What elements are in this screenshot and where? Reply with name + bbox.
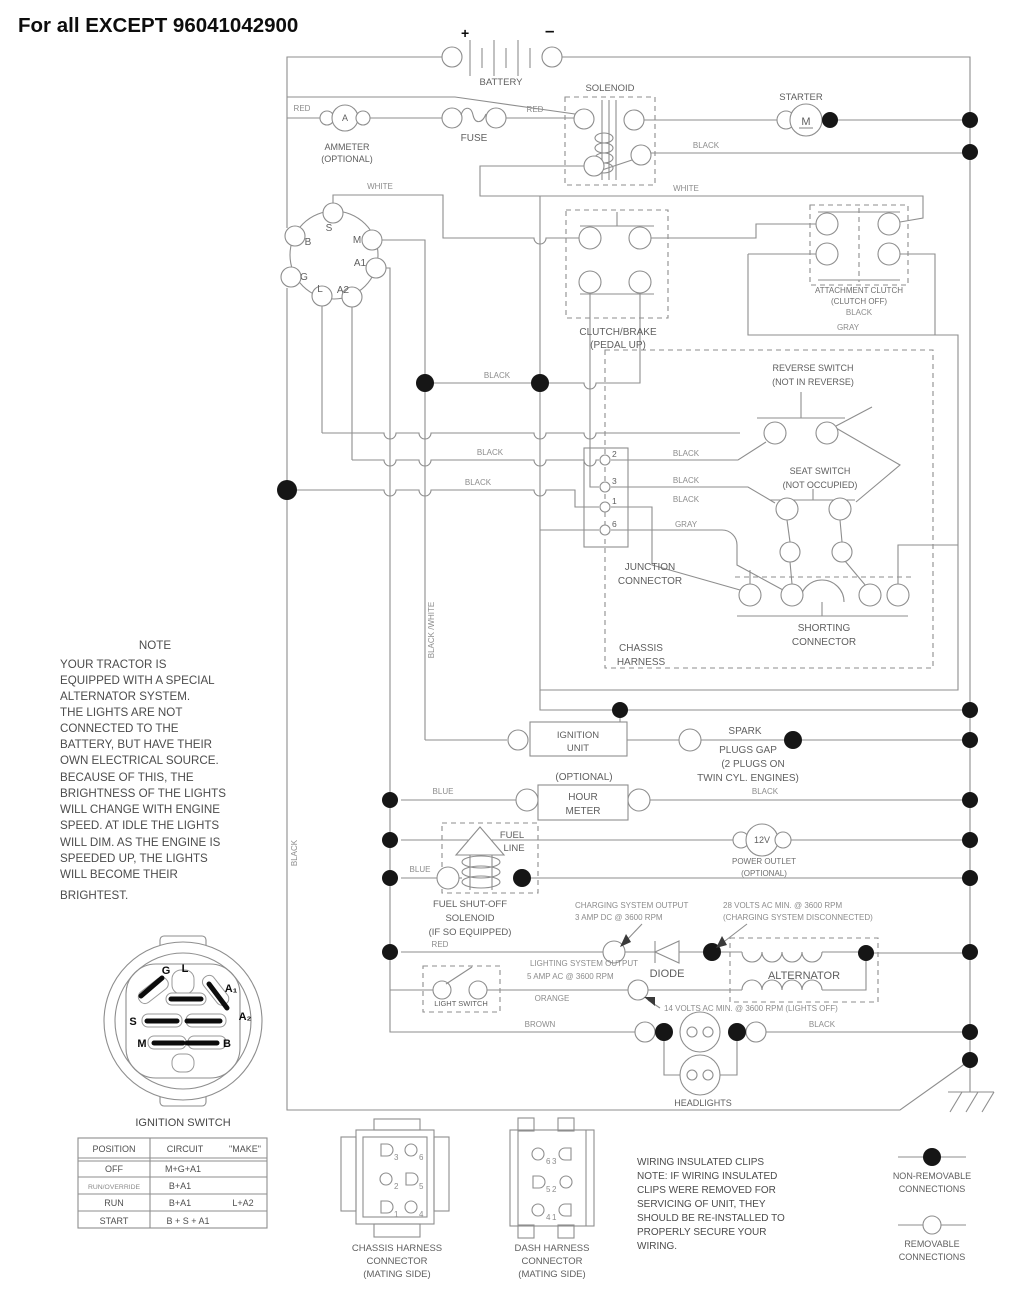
- fuse-label: FUSE: [460, 133, 488, 144]
- seat-switch-sub: (NOT OCCUPIED): [782, 480, 858, 490]
- attachment-clutch-contact: [816, 213, 838, 235]
- table-cell: L+A2: [232, 1198, 254, 1208]
- attachment-clutch-sub: (CLUTCH OFF): [831, 297, 887, 306]
- chassis-pin-label: 4: [419, 1210, 424, 1219]
- chassis-connector-body: [341, 1119, 449, 1237]
- seat-switch-contact: [829, 498, 851, 520]
- wire-label-red: RED: [431, 940, 449, 949]
- charging-output-label1: CHARGING SYSTEM OUTPUT: [575, 901, 689, 910]
- reverse-switch-contact: [764, 422, 786, 444]
- note-line: SPEEDED UP, THE LIGHTS: [60, 852, 208, 865]
- wire-label-white: WHITE: [673, 184, 699, 193]
- ignition-terminal-a1: [366, 258, 386, 278]
- spark-plugs-line4: TWIN CYL. ENGINES): [697, 773, 799, 784]
- chassis-pin-label: 1: [394, 1210, 399, 1219]
- dash-pin-label: 1: [552, 1213, 557, 1222]
- headlight-filament: [703, 1027, 713, 1037]
- headlight-filament: [687, 1027, 697, 1037]
- ignition-label-g: G: [300, 272, 308, 283]
- light-switch-arm: [446, 967, 472, 984]
- wire-label-brown: BROWN: [524, 1020, 556, 1029]
- non-removable-dot-icon: [923, 1148, 941, 1166]
- wire-label-red: RED: [526, 105, 544, 114]
- ignition-terminal-s: [323, 203, 343, 223]
- note-line: WILL CHANGE WITH ENGINE: [60, 803, 220, 816]
- chassis-pin-label: 2: [394, 1182, 399, 1191]
- clips-line: NOTE: IF WIRING INSULATED: [637, 1171, 778, 1182]
- clips-line: WIRING.: [637, 1241, 677, 1252]
- battery-plus: +: [461, 25, 470, 41]
- ignition-label-a1: A1: [353, 258, 367, 269]
- table-cell: RUN: [104, 1198, 124, 1208]
- ignition-unit-sub: UNIT: [566, 743, 590, 754]
- shorting-connector-sub: CONNECTOR: [791, 637, 857, 648]
- headlights-label: HEADLIGHTS: [674, 1098, 732, 1108]
- attachment-clutch-label: ATTACHMENT CLUTCH: [815, 286, 903, 295]
- lighting-output-label1: LIGHTING SYSTEM OUTPUT: [530, 959, 639, 968]
- labels: [290, 21, 903, 1108]
- hour-meter-label1: HOUR: [568, 792, 598, 803]
- ignition-label-s: S: [325, 223, 333, 234]
- note-line: YOUR TRACTOR IS: [60, 658, 167, 671]
- table-header-circuit: CIRCUIT: [166, 1144, 204, 1154]
- fuel-solenoid-terminal: [437, 867, 459, 889]
- wire-label-black: BLACK: [751, 787, 779, 796]
- legend-nonremovable-1: NON-REMOVABLE: [892, 1171, 972, 1181]
- clutch-brake-sub: (PEDAL UP): [590, 340, 646, 351]
- note-block: [60, 639, 226, 902]
- chassis-connector-label3: (MATING SIDE): [363, 1269, 431, 1280]
- wire-label-black-white: BLACK /WHITE: [427, 601, 436, 659]
- ignition-label-a2: A2: [336, 285, 350, 296]
- volts28-label1: 28 VOLTS AC MIN. @ 3600 RPM: [723, 901, 843, 910]
- chassis-connector-label2: CONNECTOR: [366, 1256, 428, 1267]
- junction-pin-label-2: 2: [612, 449, 617, 459]
- battery-terminal-pos: [442, 47, 462, 67]
- table-header-position: POSITION: [92, 1144, 136, 1154]
- shorting-contact: [781, 584, 803, 606]
- ignition-terminal-m: [362, 230, 382, 250]
- battery-terminal-neg: [542, 47, 562, 67]
- switch-label-m: M: [137, 1038, 147, 1050]
- fuel-solenoid-arrow: [456, 827, 504, 855]
- dash-connector-label1: DASH HARNESS: [514, 1243, 590, 1254]
- chassis-connector-label1: CHASSIS HARNESS: [351, 1243, 443, 1254]
- ignition-label-l: L: [317, 284, 323, 295]
- junction-pin-2: [600, 455, 610, 465]
- shorting-contact: [739, 584, 761, 606]
- shorting-contact: [887, 584, 909, 606]
- chassis-connector-pins: [380, 1144, 418, 1213]
- note-line: THE LIGHTS ARE NOT: [60, 706, 183, 719]
- note-line: BRIGHTNESS OF THE LIGHTS: [60, 787, 226, 800]
- switch-label-b: B: [223, 1038, 231, 1050]
- light-switch-label: LIGHT SWITCH: [434, 999, 488, 1008]
- hour-meter-terminal: [516, 789, 538, 811]
- solenoid-terminal: [624, 110, 644, 130]
- solenoid-terminal: [631, 145, 651, 165]
- chassis-pin-label: 3: [394, 1153, 399, 1162]
- wire-label-gray: GRAY: [836, 323, 860, 332]
- table-cell: OFF: [105, 1164, 123, 1174]
- power-outlet-symbol: 12V: [753, 835, 771, 845]
- legend-nonremovable-2: CONNECTIONS: [898, 1184, 966, 1194]
- dash-pin-label: 4: [546, 1213, 551, 1222]
- solenoid-terminal: [584, 156, 604, 176]
- ammeter-terminal: [356, 111, 370, 125]
- fuse-terminal: [486, 108, 506, 128]
- spark-plugs-line1: SPARK: [728, 726, 762, 737]
- clutch-brake-contact: [579, 227, 601, 249]
- seat-switch-lower-contact: [832, 542, 852, 562]
- wire-label-black: BLACK: [672, 449, 700, 458]
- note-line: ALTERNATOR SYSTEM.: [60, 690, 191, 703]
- note-line: CONNECTED TO THE: [60, 722, 179, 735]
- table-cell: B + S + A1: [166, 1216, 210, 1226]
- junction-pin-label-6: 6: [612, 519, 617, 529]
- ignition-terminal-b: [285, 226, 305, 246]
- seat-switch-contact: [776, 498, 798, 520]
- clips-note: [637, 1157, 785, 1252]
- wire-label-blue: BLUE: [409, 865, 431, 874]
- alternator-label: ALTERNATOR: [767, 970, 841, 982]
- shorting-contact: [859, 584, 881, 606]
- headlight-filament: [703, 1070, 713, 1080]
- hour-meter-optional: (OPTIONAL): [555, 772, 613, 783]
- dashed-boxes: [423, 97, 933, 1012]
- solenoid-terminal: [574, 109, 594, 129]
- wire-label-black: BLACK: [672, 476, 700, 485]
- reverse-switch-sub: (NOT IN REVERSE): [772, 377, 854, 387]
- clutch-brake-contact: [579, 271, 601, 293]
- attachment-clutch-contact: [878, 213, 900, 235]
- clips-line: SERVICING OF UNIT, THEY: [637, 1199, 766, 1210]
- headlight-terminal: [635, 1022, 655, 1042]
- table-header-make: "MAKE": [229, 1144, 261, 1154]
- note-line: BATTERY, BUT HAVE THEIR: [60, 738, 213, 751]
- dash-connector-label3: (MATING SIDE): [518, 1269, 586, 1280]
- volts28-label2: (CHARGING SYSTEM DISCONNECTED): [723, 913, 873, 922]
- diode-label: DIODE: [649, 968, 685, 980]
- note-line: WILL DIM. AS THE ENGINE IS: [60, 836, 221, 849]
- headlight-filament: [687, 1070, 697, 1080]
- dash-harness-connector: [510, 1118, 594, 1280]
- note-line: BRIGHTEST.: [60, 889, 129, 902]
- ignition-switch-diagram: [104, 936, 262, 1129]
- fuel-line-label2: LINE: [503, 843, 525, 854]
- fuel-solenoid-label2: SOLENOID: [445, 913, 495, 924]
- legend-removable-1: REMOVABLE: [904, 1239, 960, 1249]
- light-switch-contact: [433, 981, 451, 999]
- wire-label-blue: BLUE: [432, 787, 454, 796]
- hour-meter-label2: METER: [565, 806, 601, 817]
- spark-plugs-line3: (2 PLUGS ON: [721, 759, 785, 770]
- wire-label-orange: ORANGE: [534, 994, 570, 1003]
- chassis-pin-label: 6: [419, 1153, 424, 1162]
- ignition-label-b: B: [304, 237, 312, 248]
- junction-pin-1: [600, 502, 610, 512]
- note-line: WILL BECOME THEIR: [60, 868, 178, 881]
- fuse-terminal: [442, 108, 462, 128]
- diode-symbol: [655, 941, 679, 963]
- chassis-harness-label: CHASSIS: [619, 643, 663, 654]
- clutch-brake-label: CLUTCH/BRAKE: [579, 327, 657, 338]
- wire-label-black: BLACK: [476, 448, 504, 457]
- table-cell: START: [99, 1216, 129, 1226]
- table-cell: B+A1: [168, 1181, 192, 1191]
- switch-label-g: G: [161, 965, 171, 977]
- switch-label-s: S: [129, 1016, 137, 1028]
- clips-line: PROPERLY SECURE YOUR: [637, 1227, 767, 1238]
- note-line: BECAUSE OF THIS, THE: [60, 771, 194, 784]
- clips-line: SHOULD BE RE-INSTALLED TO: [637, 1213, 785, 1224]
- note-line: EQUIPPED WITH A SPECIAL: [60, 674, 215, 687]
- clutch-brake-contact: [629, 271, 651, 293]
- wire-label-black: BLACK: [672, 495, 700, 504]
- seat-switch-label: SEAT SWITCH: [789, 466, 851, 476]
- wire-label-black: BLACK: [692, 141, 720, 150]
- circuit-table: [78, 1138, 267, 1228]
- power-outlet-terminal: [775, 832, 791, 848]
- ignition-terminal-g: [281, 267, 301, 287]
- charging-output-label2: 3 AMP DC @ 3600 RPM: [575, 913, 663, 922]
- hour-meter-terminal: [628, 789, 650, 811]
- dash-pin-label: 6: [546, 1157, 551, 1166]
- note-line: SPEED. AT IDLE THE LIGHTS: [60, 819, 220, 832]
- junction-pin-3: [600, 482, 610, 492]
- wire-label-gray: GRAY: [674, 520, 698, 529]
- battery-minus: –: [545, 21, 555, 40]
- headlight-lamp: [680, 1012, 720, 1052]
- dash-pin-label: 2: [552, 1185, 557, 1194]
- clips-line: CLIPS WERE REMOVED FOR: [637, 1185, 776, 1196]
- lighting-output-label2: 5 AMP AC @ 3600 RPM: [527, 972, 614, 981]
- ammeter-optional-label: (OPTIONAL): [321, 154, 373, 164]
- wire-label-red: RED: [293, 104, 311, 113]
- spark-plugs-line2: PLUGS GAP: [719, 745, 777, 756]
- starter-m-symbol: M: [801, 116, 811, 128]
- junction-connector-sub: CONNECTOR: [617, 576, 683, 587]
- note-line: OWN ELECTRICAL SOURCE.: [60, 754, 219, 767]
- switch-label-l: L: [181, 963, 189, 975]
- solenoid-label: SOLENOID: [585, 83, 635, 94]
- clips-line: WIRING INSULATED CLIPS: [637, 1157, 765, 1168]
- connections-legend: [893, 1148, 971, 1262]
- note-heading: NOTE: [138, 639, 172, 652]
- headlight-lamp: [680, 1055, 720, 1095]
- fuel-solenoid-label3: (IF SO EQUIPPED): [428, 927, 512, 938]
- fuel-solenoid-label1: FUEL SHUT-OFF: [432, 899, 508, 910]
- shorting-connector-label: SHORTING: [797, 623, 851, 634]
- table-cell: RUN/OVERRIDE: [87, 1184, 141, 1191]
- ignition-unit-label: IGNITION: [556, 730, 600, 741]
- wire-label-white: WHITE: [367, 182, 393, 191]
- clutch-brake-contact: [629, 227, 651, 249]
- dash-pin-label: 5: [546, 1185, 551, 1194]
- wire-label-black: BLACK: [483, 371, 511, 380]
- junction-pin-6: [600, 525, 610, 535]
- switch-label-a2: A₂: [238, 1011, 252, 1023]
- volts14-label: 14 VOLTS AC MIN. @ 3600 RPM (LIGHTS OFF): [664, 1004, 838, 1013]
- junction-connector-label: JUNCTION: [624, 562, 676, 573]
- attachment-clutch-contact: [878, 243, 900, 265]
- battery-label: BATTERY: [479, 77, 523, 88]
- legend-removable-2: CONNECTIONS: [898, 1252, 966, 1262]
- wire-label-black: BLACK: [464, 478, 492, 487]
- ignition-switch-label: IGNITION SWITCH: [135, 1117, 231, 1129]
- seat-switch-lower-contact: [780, 542, 800, 562]
- fuse-element: [461, 108, 486, 121]
- page-title: For all EXCEPT 96041042900: [18, 14, 299, 37]
- switch-label-a1: A₁: [224, 983, 238, 995]
- chassis-harness-box: [605, 350, 933, 668]
- dash-pin-label: 3: [552, 1157, 557, 1166]
- reverse-switch-contact: [816, 422, 838, 444]
- table-cell: M+G+A1: [164, 1164, 202, 1174]
- component-structures: [281, 40, 909, 1095]
- junction-pin-label-1: 1: [612, 496, 617, 506]
- headlight-terminal: [746, 1022, 766, 1042]
- power-outlet-label: POWER OUTLET: [731, 857, 797, 866]
- fuel-line-label1: FUEL: [499, 830, 525, 841]
- chassis-pin-label: 5: [419, 1182, 424, 1191]
- dash-connector-label2: CONNECTOR: [521, 1256, 583, 1267]
- wire-label-black: BLACK: [290, 839, 299, 867]
- removable-circle-icon: [923, 1216, 941, 1234]
- table-cell: B+A1: [168, 1198, 192, 1208]
- wire-label-black: BLACK: [808, 1020, 836, 1029]
- chassis-harness-connector: [341, 1119, 449, 1280]
- attachment-clutch-contact: [816, 243, 838, 265]
- power-outlet-optional: (OPTIONAL): [741, 869, 787, 878]
- battery-symbol: [470, 40, 530, 76]
- light-switch-contact: [469, 981, 487, 999]
- fuel-solenoid-stem: [470, 855, 492, 890]
- starter-label: STARTER: [779, 92, 823, 103]
- ignition-unit-terminal: [508, 730, 528, 750]
- junction-pin-label-3: 3: [612, 476, 617, 486]
- ignition-label-m: M: [352, 235, 362, 246]
- reverse-switch-label: REVERSE SWITCH: [772, 363, 854, 373]
- wire-label-black: BLACK: [845, 308, 873, 317]
- ignition-switch-ring: [290, 211, 378, 299]
- ammeter-label: AMMETER: [324, 142, 370, 152]
- chassis-harness-sub: HARNESS: [616, 657, 666, 668]
- spark-plug-terminal: [679, 729, 701, 751]
- ammeter-symbol: A: [341, 113, 349, 123]
